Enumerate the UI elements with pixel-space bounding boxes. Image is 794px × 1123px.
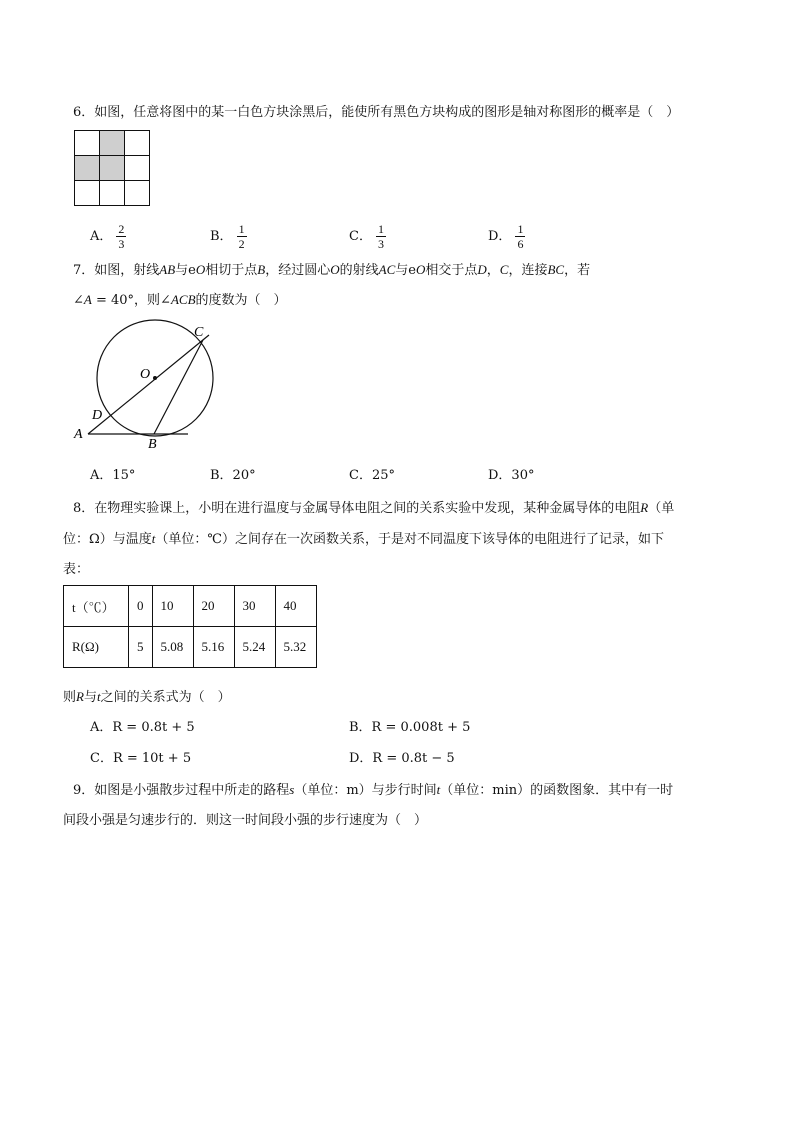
q6-square-grid xyxy=(74,130,150,206)
grid-cell xyxy=(125,156,150,181)
denominator: 6 xyxy=(517,237,524,251)
q8-stem-line2: 位：Ω）与温度t（单位：℃）之间存在一次函数关系，于是对不同温度下该导体的电阻进行了记录，如下 xyxy=(63,531,664,547)
q6-option-b[interactable] xyxy=(210,222,247,251)
q7-stem-line2: ∠A = 40°，则∠ACB的度数为（ ） xyxy=(73,292,287,308)
table-cell: 10 xyxy=(152,586,193,627)
grid-cell-dark xyxy=(100,131,125,156)
numerator: 1 xyxy=(238,222,245,236)
grid-cell-dark xyxy=(75,156,100,181)
q8-option-c[interactable]: C．R = 10t + 5 xyxy=(90,751,192,766)
q8-option-d[interactable]: D．R = 0.8t − 5 xyxy=(349,751,455,766)
option-letter: A． xyxy=(90,229,113,244)
ray-ac xyxy=(88,335,209,434)
table-cell: 5 xyxy=(129,627,153,668)
denominator: 3 xyxy=(118,237,125,251)
table-cell: 40 xyxy=(275,586,316,627)
table-cell: 5.24 xyxy=(234,627,275,668)
table-header-cell: t（℃） xyxy=(64,586,129,627)
table-row xyxy=(64,586,317,627)
table-cell: 5.32 xyxy=(275,627,316,668)
table-header-cell: R(Ω) xyxy=(64,627,129,668)
q8-data-table xyxy=(63,585,317,668)
denominator: 3 xyxy=(377,237,384,251)
q8-option-a[interactable]: A．R = 0.8t + 5 xyxy=(90,720,195,735)
q7-circle-figure xyxy=(60,318,240,453)
q8-stem-line3: 表： xyxy=(63,562,90,577)
numerator: 2 xyxy=(118,222,125,236)
table-cell: 5.16 xyxy=(193,627,234,668)
label-c: C xyxy=(194,325,204,340)
grid-cell xyxy=(125,181,150,206)
option-letter: C． xyxy=(349,229,372,244)
grid-cell xyxy=(75,181,100,206)
q8-option-b[interactable]: B．R = 0.008t + 5 xyxy=(349,720,471,735)
grid-cell xyxy=(75,131,100,156)
fraction xyxy=(116,222,126,251)
q6-option-c[interactable] xyxy=(349,222,386,251)
table-cell: 20 xyxy=(193,586,234,627)
q8-question: 则R与t之间的关系式为（ ） xyxy=(63,689,231,705)
label-a: A xyxy=(74,427,83,442)
grid-cell xyxy=(125,131,150,156)
center-point xyxy=(153,376,157,380)
q8-stem-line1: 8．在物理实验课上，小明在进行温度与金属导体电阻之间的关系实验中发现，某种金属导体的电阻R（单 xyxy=(73,500,675,516)
label-o: O xyxy=(140,367,151,382)
fraction xyxy=(376,222,386,251)
q7-option-d[interactable]: D．30° xyxy=(488,468,535,483)
table-cell: 0 xyxy=(129,586,153,627)
fraction xyxy=(515,222,525,251)
q6-stem: 6．如图，任意将图中的某一白色方块涂黑后，能使所有黑色方块构成的图形是轴对称图形的概率是（ ） xyxy=(73,105,680,120)
numerator: 1 xyxy=(517,222,524,236)
fraction xyxy=(237,222,247,251)
q9-stem-line1: 9．如图是小强散步过程中所走的路程s（单位：m）与步行时间t（单位：min）的函数图象．其中有一时 xyxy=(73,782,674,798)
q6-option-a[interactable] xyxy=(90,222,126,251)
denominator: 2 xyxy=(238,237,245,251)
q7-option-c[interactable]: C．25° xyxy=(349,468,395,483)
q6-option-d[interactable] xyxy=(488,222,525,251)
q9-stem-line2: 间段小强是匀速步行的．则这一时间段小强的步行速度为（ ） xyxy=(63,813,428,828)
q7-option-b[interactable]: B．20° xyxy=(210,468,256,483)
grid-cell-dark xyxy=(100,156,125,181)
option-letter: D． xyxy=(488,229,512,244)
label-d: D xyxy=(92,408,103,423)
q7-option-a[interactable]: A．15° xyxy=(90,468,136,483)
q7-stem-line1: 7．如图，射线AB与eO相切于点B，经过圆心O的射线AC与eO相交于点D，C，连接BC，若 xyxy=(73,262,591,278)
option-letter: B． xyxy=(210,229,233,244)
grid-cell xyxy=(100,181,125,206)
numerator: 1 xyxy=(377,222,384,236)
label-b: B xyxy=(148,437,157,452)
table-cell: 5.08 xyxy=(152,627,193,668)
table-row xyxy=(64,627,317,668)
table-cell: 30 xyxy=(234,586,275,627)
